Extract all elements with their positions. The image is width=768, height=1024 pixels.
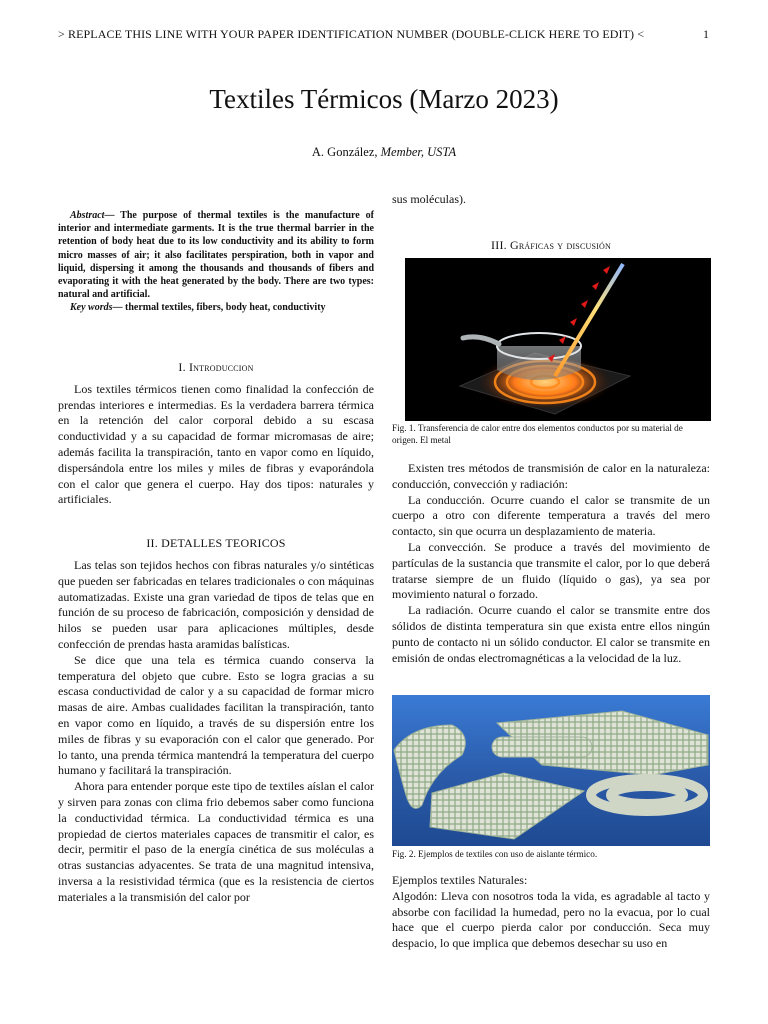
figure-1-heat-transfer-image bbox=[405, 258, 711, 421]
keywords-text: — thermal textiles, fibers, body heat, conductivity bbox=[112, 302, 326, 314]
algodon-paragraph: Algodón: Lleva con nosotros toda la vida, es agradable al tacto y absorbe con facilidad la humedad, pero no la evacua, por lo cual hace que el cuerpo pierda calor por conducción. Seca muy despacio, lo que implica que debemos desechar su uso en bbox=[392, 888, 710, 951]
examples-heading: Ejemplos textiles Naturales: bbox=[392, 873, 528, 887]
theory-paragraph-2: Se dice que una tela es térmica cuando conserva la temperatura del objeto que cubre. Esto se logra gracias a su escasa conductividad de calor y a su capacidad de formar micro masas de aire. Ambas cualidades facilitan la transpiración, tanto en vapor como en líquido, a través de su dispersión entre los miles de fibras y su evaporación con el calor que generado. Por lo tanto, una prenda térmica mantendrá la temperatura del cuerpo humano y facilitará la transpiración. bbox=[58, 652, 374, 778]
figure-2-caption: Fig. 2. Ejemplos de textiles con uso de aislante térmico. bbox=[392, 849, 598, 859]
right-column-bottom bbox=[392, 873, 710, 952]
author-name: A. González, bbox=[311, 145, 381, 159]
figure-1-caption: Fig. 1. Transferencia de calor entre dos elementos conductos por su material de origen. El metal bbox=[392, 423, 683, 445]
section-heading-theory: II. DETALLES TEORICOS bbox=[146, 536, 286, 551]
right-column-top bbox=[392, 192, 710, 254]
section-heading-results: III. Gráficas y discusión bbox=[491, 237, 611, 252]
radiation-paragraph: La radiación. Ocurre cuando el calor se transmite entre dos sólidos de distinta temperatura sin que exista entre ellos ningún punto de contacto ni un sólido conductor. El calor se transmite en emisión de ondas electromagnéticas a la velocidad de la luz. bbox=[392, 603, 710, 665]
theory-paragraph-3-continued: sus moléculas). bbox=[392, 192, 466, 206]
abstract bbox=[58, 209, 374, 315]
theory-paragraph-1: Las telas son tejidos hechos con fibras naturales y/o sintéticas que pueden ser fabricadas en telares tradicionales o con máquinas automatizadas. Existe una gran variedad de tipos de telas que en función de su proceso de fabricación, composición y densidad de hilos se pueden usar para aplicaciones múltiples, desde confección de prendas hasta aramidas balísticas. bbox=[58, 557, 374, 651]
running-head: > REPLACE THIS LINE WITH YOUR PAPER IDENTIFICATION NUMBER (DOUBLE-CLICK HERE TO EDIT) < bbox=[58, 27, 645, 41]
abstract-text: — The purpose of thermal textiles is the manufacture of interior and intermediate garments. It is the true thermal barrier in the retention of body heat due to its low conductivity and its ability to form micro masses of air; it also facilitates perspiration, both in vapor and liquid, dispersing it among the thousands and thousands of fibers and evaporating it with the heat generated by the body. There are two types: natural and artificial. bbox=[58, 210, 374, 301]
theory-paragraph-3: Ahora para entender porque este tipo de textiles aíslan el calor y sirven para zonas con clima frio debemos saber como funciona la conductividad térmica. La conductividad térmica es una propiedad de ciertos materiales capaces de transmitir el calor, es decir, permitir el paso de la energía cinética de sus moléculas a otras sustancias adyacentes. Se trata de una magnitud intensiva, inversa a la resistividad térmica (que es la resistencia de ciertos materiales a la transmisión del calor por bbox=[58, 779, 374, 904]
insulating-textiles-illustration bbox=[392, 695, 710, 846]
author-line bbox=[0, 145, 768, 160]
methods-paragraph: Existen tres métodos de transmisión de calor en la naturaleza: conducción, convección y radiación: bbox=[392, 461, 710, 491]
figure-2-textiles-image bbox=[392, 695, 710, 846]
keywords-label: Key words bbox=[70, 302, 113, 314]
pot-on-stove-illustration bbox=[405, 258, 711, 421]
right-column-middle bbox=[392, 461, 710, 666]
convection-paragraph: La convección. Se produce a través del movimiento de partículas de la sustancia que transmite el calor, por lo que deberá tratarse siempre de un fluido (líquido o gas), ya sea por movimiento natural o forzado. bbox=[392, 539, 710, 602]
conduction-paragraph: La conducción. Ocurre cuando el calor se transmite de un cuerpo a otro con diferente temperatura a través del mero contacto, sin que ocurra un desplazamiento de materia. bbox=[392, 492, 710, 539]
left-column bbox=[58, 360, 374, 906]
author-affiliation: Member, USTA bbox=[380, 145, 457, 159]
page-number: 1 bbox=[703, 27, 709, 41]
paper-title: Textiles Térmicos (Marzo 2023) bbox=[209, 84, 559, 114]
section-heading-intro: I. Introduccion bbox=[178, 360, 254, 374]
intro-paragraph: Los textiles térmicos tienen como finalidad la confección de prendas interiores e intermedias. Es la verdadera barrera térmica en la retención del calor corporal debido a su escasa conductividad y a su capacidad de formar micromasas de aire; además facilita la transpiración, tanto en vapor como en líquido, dispersándola entre los miles y miles de fibras y evaporándola con el calor que genera el cuerpo. Hay dos tipos: naturales y artificiales. bbox=[58, 381, 374, 507]
abstract-label: Abstract bbox=[70, 210, 105, 221]
